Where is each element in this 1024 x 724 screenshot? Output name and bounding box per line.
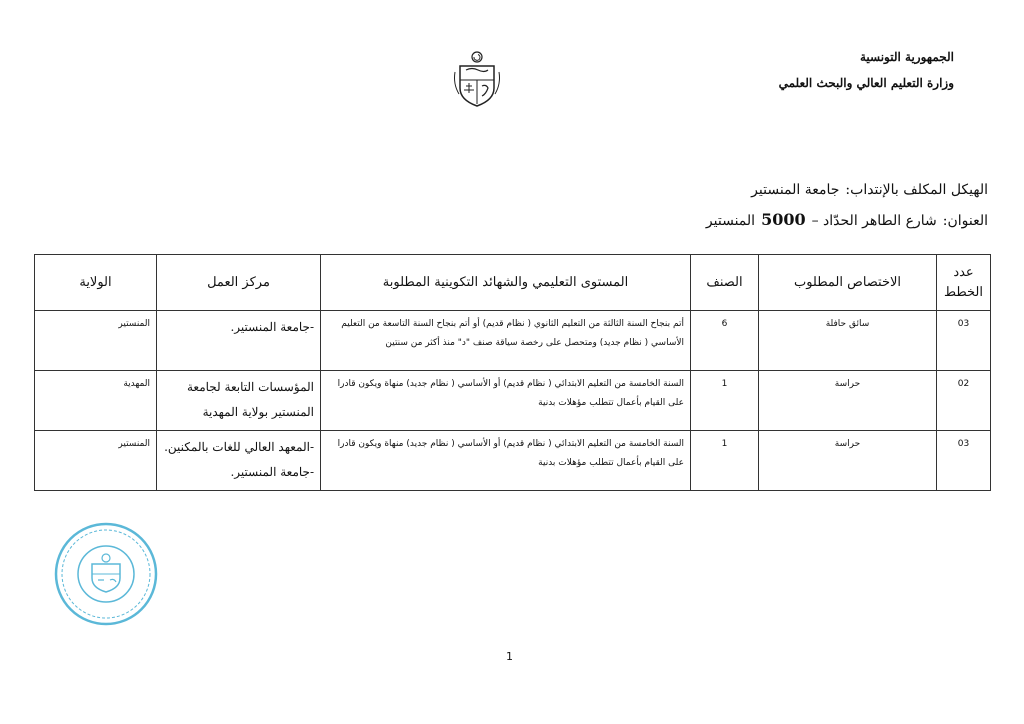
cell-workplace: -المعهد العالي للغات بالمكنين. -جامعة المنستير. [157, 431, 321, 491]
structure-label: الهيكل المكلف بالإنتداب: [845, 182, 988, 198]
republic-name: الجمهورية التونسية [859, 50, 954, 64]
header-grade: الصنف [691, 255, 759, 311]
header-level: المستوى التعليمي والشهائد التكوينية المطلوبة [321, 255, 691, 311]
structure-value: جامعة المنستير [751, 182, 840, 198]
letterhead [779, 44, 954, 96]
header-specialty: الاختصاص المطلوب [759, 255, 937, 311]
address-label: العنوان: [942, 213, 988, 229]
header-workplace: مركز العمل [157, 255, 321, 311]
cell-specialty: حراسة [759, 371, 937, 431]
cell-level: السنة الخامسة من التعليم الابتدائي ( نظام قديم) أو الأساسي ( نظام جديد) منهاة ويكون قادرا على القيام بأعمال تتطلب مؤهلات بدنية [321, 431, 691, 491]
cell-level: أتم بنجاح السنة الثالثة من التعليم الثانوي ( نظام قديم) أو أتم بنجاح السنة التاسعة من التعليم الأساسي ( نظام جديد) ومتحصل على رخصة سياقة صنف "د" منذ أكثر من سنتين [321, 311, 691, 371]
table-row [35, 371, 991, 431]
cell-state: المهدية [35, 371, 157, 431]
table-row [35, 431, 991, 491]
postal-code: 5000 [761, 210, 806, 229]
recruitment-info [700, 176, 988, 236]
cell-grade: 6 [691, 311, 759, 371]
cell-grade: 1 [691, 371, 759, 431]
cell-grade: 1 [691, 431, 759, 491]
tunisia-coat-of-arms-icon [452, 50, 502, 108]
header-count: عدد الخطط [937, 255, 991, 311]
cell-count: 03 [937, 431, 991, 491]
cell-level: السنة الخامسة من التعليم الابتدائي ( نظام قديم) أو الأساسي ( نظام جديد) منهاة ويكون قادرا على القيام بأعمال تتطلب مؤهلات بدنية [321, 371, 691, 431]
address-city: المنستير [705, 213, 756, 229]
cell-specialty: سائق حافلة [759, 311, 937, 371]
table-header-row [35, 255, 991, 311]
positions-table [34, 254, 991, 491]
table-row [35, 311, 991, 371]
cell-count: 03 [937, 311, 991, 371]
address-street: شارع الطاهر الحدّاد – [811, 213, 937, 229]
ministry-seal-icon [52, 520, 160, 628]
address-row [700, 205, 988, 236]
structure-row [700, 176, 988, 205]
cell-workplace: -جامعة المنستير. [157, 311, 321, 371]
header-state: الولاية [35, 255, 157, 311]
page-number: 1 [506, 650, 513, 663]
cell-specialty: حراسة [759, 431, 937, 491]
cell-workplace: المؤسسات التابعة لجامعة المنستير بولاية المهدية [157, 371, 321, 431]
cell-state: المنستير [35, 311, 157, 371]
cell-state: المنستير [35, 431, 157, 491]
ministry-name: وزارة التعليم العالي والبحث العلمي [778, 76, 954, 90]
cell-count: 02 [937, 371, 991, 431]
